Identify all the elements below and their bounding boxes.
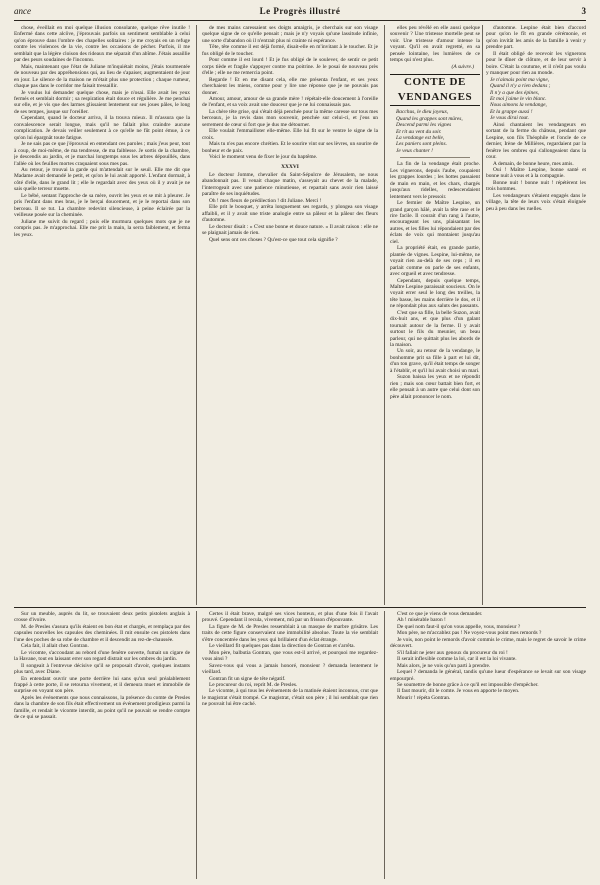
paragraph: Le bébé, sentant l'approche de sa mère, ouvrit les yeux et se mit à pleurer. Je pris l'enfant dans mes bras, je le berçai doucement, et je le reportai dans son berceau. Il se tut. La chambre redevint silencieuse, à peine éclairée par la veilleuse posée sur la cheminée. xyxy=(14,192,190,219)
paragraph: Le docteur disait : « C'est une bonne et douce nature. » Il avait raison : elle ne se plaignait jamais de rien. xyxy=(202,223,378,237)
paragraph: Quel sens ont ces choses ? Qu'est-ce que tout cela signifie ? xyxy=(209,236,338,243)
paragraph: Elle prit le bouquet, y arrêta longuement ses regards, y plongea son visage affaibli, et il y avait une triste analogie entre sa pâleur et la pâleur des fleurs d'automne. xyxy=(202,204,378,224)
column-4 xyxy=(486,25,586,605)
column-separator xyxy=(384,611,385,879)
paragraph: Suzon baissa les yeux et ne répondit rien ; mais son cœur battait bien fort, et elle pensait à un autre que celui dont son père allait prononcer le nom. xyxy=(390,374,480,400)
paragraph: Le vicomte, à qui tous les événements de la matinée étaient inconnus, crut que le magistrat s'était trompé. Ce magistrat, c'était son père ; il lui semblait que rien ne pouvait lui être caché. xyxy=(202,688,378,708)
paragraph: Le procureur du roi, reprit M. de Presles. xyxy=(209,681,298,688)
paragraph: Cependant, depuis quelque temps, Maître Lespine paraissait soucieux. On le voyait errer seul le long des treilles, la tête basse, les mains derrière le dos, et il ne répondait plus aux saluts des passants. xyxy=(390,277,480,310)
paragraph: Savez-vous qui vous a jamais honoré, monsieur ? demanda lentement le vieillard. xyxy=(202,662,378,676)
paragraph: Gontran fit un signe de tête négatif. xyxy=(209,675,286,682)
paragraph: Cependant, quand le docteur arriva, il la trouva mieux. Il m'assura que la convalescence serait longue, mais qu'il ne fallait plus craindre aucune complication. Je devais veiller seulement à ce qu'elle ne fût point émue, à ce qu'on lui épargnât toute fatigue. xyxy=(14,115,190,141)
paragraph: Oh ! mes fleurs de prédilection ! dit Juliane. Merci ! xyxy=(209,197,322,204)
divider xyxy=(400,157,470,158)
chapter-number: XXXVI xyxy=(281,163,299,170)
song-line: Nous aimons la vendange, xyxy=(490,102,547,109)
page-number: 3 xyxy=(581,6,586,16)
column-1 xyxy=(14,25,190,605)
masthead-title: Le Progrès illustré xyxy=(259,6,341,16)
paragraph: La chère tête grise, qui s'était déjà penchée pour la même caresse sur tous mes berceaux, je la revis dans mon souvenir, penchée sur celui-ci, et j'eus un serrement de cœur si fort que je dus me détourner. xyxy=(202,108,378,128)
paragraph: S'il fallait ne jeter aux genoux du procureur du roi ! xyxy=(397,649,508,656)
to-be-continued: (A suivre.) xyxy=(451,63,474,70)
paragraph: Mais alors, je ne vois qu'un parti à prendre. xyxy=(397,662,491,669)
paragraph: A demain, de bonne heure, mes amis. xyxy=(493,160,574,167)
paragraph: Il songeait à l'entrevue décisive qu'il se proposait d'avoir, quelques instants plus tard, avec Diane. xyxy=(14,662,190,676)
feuilleton-column-2 xyxy=(202,611,378,879)
paragraph: Juliane me suivit du regard ; puis elle murmura quelques mots que je ne compris pas. Je m'approchai. Elle me prit la main, la serra faiblement, et ferma les yeux. xyxy=(14,218,190,238)
paragraph: Voici le moment venu de fixer le jour du baptême. xyxy=(209,154,318,161)
paragraph: Sur un meuble, auprès du lit, se trouvaient deux petits pistolets anglais à crosse d'ivoire. xyxy=(14,611,190,624)
paragraph: Se soumettre de bonne grâce à ce qu'il est impossible d'empêcher. xyxy=(397,681,539,688)
paragraph: Le fermier de Maître Lespine, un grand garçon hâlé, avait la tête rase et le rire facile. Il courait d'un rang à l'autre, encourageant les uns, plaisantant les autres, et les filles lui répondaient par des éclats de voix qui montaient jusqu'au ciel. xyxy=(390,200,480,245)
paragraph: Mon père, balbutia Gontran, que vous est-il arrivé, et pourquoi me regardez-vous ainsi ? xyxy=(202,649,378,663)
column-3 xyxy=(390,25,480,605)
paragraph: De quel nom faut-il qu'on vous appelle, vous, monsieur ? xyxy=(397,623,521,630)
song-line: Et la grappe aussi ! xyxy=(490,108,533,115)
paragraph: Tête, tête comme il est déjà formé, disait-elle en m'invitant à le toucher. Et je fus obligé de le toucher. xyxy=(202,44,378,57)
song-line: Je vous dirai tout. xyxy=(490,115,529,122)
paragraph: Il serait inflexible comme la loi, car il est la loi vivante. xyxy=(397,656,517,663)
paragraph: Mon père, ne m'accablez pas ! Ne voyez-vous point mes remords ? xyxy=(397,630,542,637)
column-separator xyxy=(196,611,197,879)
paragraph: Je ne sais pas ce que j'éprouvai en entendant ces paroles ; mais j'eus peur, tout à coup, de moi-même, de ma tendresse, de ma faiblesse. Je sortis de la chambre, je descendis au jardin, et je marchai longtemps sous les arbres dépouillés, dans l'allée où les feuilles mortes craquaient sous mes pas. xyxy=(14,141,190,167)
song-line: Et moi j'aime le vin blanc. xyxy=(490,95,547,102)
paragraph: Il faut mourir, dit le comte. Je vous en apporte le moyen. xyxy=(397,688,520,695)
paragraph: Je vois, non point le remords d'avoir commis le crime, mais le regret de savoir le crime découvert. xyxy=(390,636,586,650)
song-verse xyxy=(486,77,586,122)
verse-line: Je veux chanter ! xyxy=(396,147,433,154)
paragraph: Oui ! Maître Lespine, bonne santé et bonne nuit à vous et à la compagnie. xyxy=(486,166,586,180)
epigraph-verse xyxy=(390,109,480,154)
paragraph: d'automne. Lespine était bien d'accord pour qu'on le fît en grande cérémonie, et qu'on invitât les amis de la famille à venir y prendre part. xyxy=(486,25,586,51)
paragraph: Les vendangeurs s'étaient engagés dans le village, la tête de leurs voix s'était éloignée peu à peu dans les ruelles. xyxy=(486,192,586,212)
paragraph: La figure de M. de Presles ressemblait à un masque de marbre grisâtre. Les traits de cette figure conservaient une immobilité absolue. Toute la vie semblait s'être concentrée dans les yeux qui brillaient d'un éclat étrange. xyxy=(202,623,378,643)
paragraph: Mais tu n'es pas encore chrétien. Et le sourire vint sur ses lèvres, un sourire de bonheur et de paix. xyxy=(202,141,378,154)
paragraph: Le vieillard fit quelques pas dans la direction de Gontran et s'arrêta. xyxy=(209,643,355,650)
paragraph: Le docteur Jomme, chevalier du Saint-Sépulcre de Jérusalem, ne nous abandonnait pas. Il venait chaque matin, s'asseyait au chevet de la malade, l'interrogeait avec une patience minutieuse, et repartait sans avoir rien laissé paraître de ses inquiétudes. xyxy=(202,171,378,198)
paragraph: Mais, maintenant que l'état de Juliane m'inquiétait moins, j'étais tourmentée de nouveau par des appréhensions qui, au lieu de s'apaiser, augmentaient de jour en jour. Le silence de la maison ne m'était plus une protection ; chaque rumeur, chaque pas dans le corridor me faisait tressaillir. xyxy=(14,63,190,90)
paragraph: Il était obligé de recevoir les vignerons pour le dîner de clôture, et de leur servir à boire. C'était la coutume, et il n'eût pas voulu y manquer pour rien au monde. xyxy=(486,50,586,77)
column-separator xyxy=(196,25,197,605)
verse-line: Descend parmi les vignes xyxy=(396,122,452,129)
song-line: Quand il n'y a rien dedans ; xyxy=(490,83,551,90)
story-title: CONTE DE VENDANGES xyxy=(390,74,480,106)
paragraph: C'est ce que je viens de vous demander. xyxy=(397,611,483,617)
paragraph: Lequel ? demanda le général, tandis qu'une lueur d'espérance se levait sur son visage empourpré. xyxy=(390,669,586,682)
paragraph: elles peu révêlé en elle aussi quelque souvenir ? Une tristesse mortelle peut se voir. Une tristesse d'amour intense la voyant. Qu'il en avait regretté, en sa pensée lointaine, les lumières de ce temps qui n'est plus. xyxy=(390,25,480,64)
verse-line: Bacchus, le dieu joyeux, xyxy=(396,109,449,116)
paragraph: chose, éveillait en moi quelque illusion consolante, quelque rêve inutile ! Enfermé dans cette alcôve, j'éprouvais parfois un sentiment semblable à celui qu'on éprouve dans l'ombre des chapelles solitaires : je me croyais en un refuge contre les violences de la vie, contre les occasions de pécher. Parfois, il me semblait que la légère cloison des rideaux me séparait d'un abîme. J'étais assaillie par des peurs soudaines de l'inconnu. xyxy=(14,25,190,64)
feuilleton-column-3 xyxy=(390,611,586,879)
paragraph: M. de Presles s'assura qu'ils étaient en bon état et chargés, et remplaça par des capsules nouvelles les capsules des cheminées. Il mit ensuite ces pistolets dans l'une des poches de sa robe de chambre et il descendit au rez-de-chaussée. xyxy=(14,623,190,643)
paragraph: Le vicomte, s'accoudant au rebord d'une fenêtre ouverte, fumait un cigare de la Havane, tout en laissant errer son regard distrait sur les ombres du jardin. xyxy=(14,649,190,663)
paragraph: Cela fait, il allait chez Gontran. xyxy=(21,643,89,650)
verse-line: Quand les grappes sont mûres, xyxy=(396,115,463,122)
paragraph: La fin de la vendange était proche. Les vignerons, depuis l'aube, coupaient les grappes lourdes ; les hottes passaient de main en main, et les chars, chargés jusqu'aux ridelles, redescendaient lentement vers le pressoir. xyxy=(390,161,480,200)
verse-line: Et rit au vent du soir. xyxy=(396,128,442,135)
column-separator xyxy=(384,25,385,605)
paragraph: Mourir ! répéta Gontran. xyxy=(397,694,451,701)
paragraph: En entendant ouvrir une porte derrière lui sans qu'un seul préalablement frappé à cette porte, il se retourna vivement, et il demeura muet et immobile de surprise en voyant son père. xyxy=(14,675,190,695)
paragraph: Je voulus lui demander quelque chose, mais je n'osai. Elle avait les yeux fermés et semblait dormir ; sa respiration était douce et régulière. Je me penchai sur elle, et je vis que des larmes glissaient lentement sur ses joues pâles, le long de ses tempes, jusque sur l'oreiller. xyxy=(14,89,190,115)
paragraph: Amour, amour, amour de sa grande mère ! répétait-elle doucement à l'oreille de l'enfant, et sa voix avait une douceur que je ne lui connaissais pas. xyxy=(202,95,378,109)
paragraph: Bonne nuit ! bonne nuit ! répétèrent les trois hommes. xyxy=(486,179,586,193)
page-header xyxy=(14,6,586,21)
paragraph: Ah ! misérable baron ! xyxy=(397,617,446,624)
paragraph: Ainsi chantaient les vendangeurs en sortant de la ferme du château, pendant que Lespine, son fils Théophile et l'oncle de ce dernier, Irène de Millières, regardaient par la fenêtre les ombres qui s'allongeaient dans la cour. xyxy=(486,121,586,161)
verse-line: Les paniers sont pleins. xyxy=(396,141,447,148)
verse-line: La vendange est belle, xyxy=(396,134,445,141)
paragraph: C'est que sa fille, la belle Suzon, avait dix-huit ans, et que plus d'un galant tournait autour de la ferme. Il y avait surtout le fils du meunier, un beau parleur, qui ne quittait plus les abords de la maison. xyxy=(390,309,480,349)
paragraph: Après les événements que nous connaissons, la présence du comte de Presles dans la chambre de son fils était effectivement un événement prodigieux parmi la famille, et rendait le vicomte interdit, au point qu'il ne pouvait se rendre compte de ce qui se passait. xyxy=(14,694,190,721)
paragraph: Au retour, je trouvai la garde qui m'attendait sur le seuil. Elle me dit que Madame avait demandé le petit, et qu'on le lui avait apporté. L'enfant dormait, à côté d'elle, dans le grand lit ; elle le regardait avec des yeux où il y avait je ne sais quelle terreur muette. xyxy=(14,166,190,193)
paragraph: Pour comme il est lourd ! Et je fus obligé de le soulever, de sentir ce petit corps tiède et fragile s'appuyer contre ma poitrine. Je le posai de nouveau près d'elle ; elle ne me remercia point. xyxy=(202,57,378,77)
song-line: Je n'aimais point ma vigne, xyxy=(490,76,550,83)
header-left-fragment: ance xyxy=(14,6,31,16)
song-line: Il n'y a que des épines, xyxy=(490,89,540,96)
paragraph: Un soir, au retour de la vendange, le bonhomme prit sa fille à part et lui dit, d'un ton grave, qu'il était temps de songer à l'établir, et qu'il lui avait choisi un mari. xyxy=(390,348,480,374)
column-separator xyxy=(482,25,483,605)
paragraph: La propriété était, en grande partie, plantée de vignes. Lespine, lui-même, ne voyait rien au-delà de ses ceps ; il en parlait comme on parle de ses enfants, avec orgueil et avec tendresse. xyxy=(390,245,480,278)
feuilleton-column-1 xyxy=(14,611,190,879)
paragraph: Elle voulait l'emmailloter elle-même. Elle lui fit sur le ventre le signe de la croix. xyxy=(202,128,378,141)
column-2 xyxy=(202,25,378,605)
paragraph: Regarde ! Et en me disant cela, elle me présenta l'enfant, et ses yeux cherchaient les miens, comme pour y lire une réponse que je ne pouvais pas donner. xyxy=(202,76,378,96)
feuilleton-rule xyxy=(14,607,586,608)
paragraph: Certes il était brave, malgré ses vices honteux, et plus d'une fois il l'avait prouvé. Cependant il recula, vivement, mû par un frisson d'épouvante. xyxy=(202,611,378,624)
paragraph: de mes mains caressaient ses doigts amaigris, je cherchais sur son visage quelque signe de ce qu'elle pensait ; mais je n'y voyais qu'une lassitude infinie, une sorte d'abandon où il n'entrait plus ni crainte ni espérance. xyxy=(202,25,378,44)
